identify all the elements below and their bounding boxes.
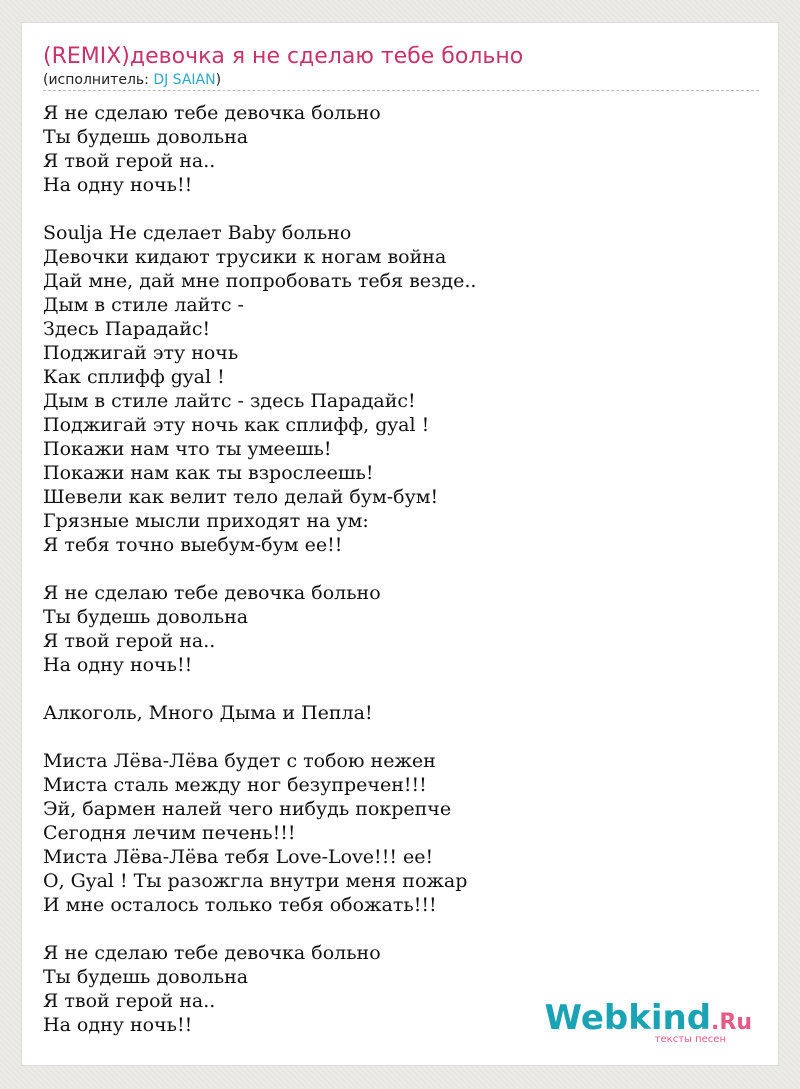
lyrics-card [21,22,779,1066]
logo-tld-text: .Ru [711,1010,752,1035]
artist-prefix: (исполнитель: [43,72,154,88]
site-logo[interactable] [544,998,752,1045]
artist-line [43,71,221,89]
logo-tagline: тексты песен [654,1034,726,1045]
logo-main-text: Webkind [544,998,712,1038]
lyrics-text: Я не сделаю тебе девочка больно Ты будешь довольна Я твой герой на.. На одну ночь!! Soulja Не сделает Baby больно Девочки кидают трусики к ногам война Дай мне, дай мне попробовать тебя везде.. Дым в стиле лайтс - Здесь Парадайс! Поджигай эту ночь Как сплифф gyal ! Дым в стиле лайтс - здесь Парадайс! Поджигай эту ночь как сплифф, gyal ! Покажи нам что ты умеешь! Покажи нам как ты взрослеешь! Шевели как велит тело делай бум-бум! Грязные мысли приходят на ум: Я тебя точно выебум-бум ее!! Я не сделаю тебе девочка больно Ты будешь довольна Я твой герой на.. На одну ночь!! Алкоголь, Много Дыма и Пепла! Миста Лёва-Лёва будет с тобою нежен Миста сталь между ног безупречен!!! Эй, бармен налей чего нибудь покрепче Сегодня лечим печень!!! Миста Лёва-Лёва тебя Love-Love!!! ее! О, Gyal ! Ты разожгла внутри меня пожар И мне осталось только тебя обожать!!! Я не сделаю тебе девочка больно Ты будешь довольна Я твой герой на.. На одну ночь!! [43,102,477,1036]
title-divider [43,90,759,91]
page-title: (REMIX)девочка я не сделаю тебе больно [43,44,524,69]
artist-link[interactable]: DJ SAIAN [153,72,216,88]
artist-suffix: ) [215,72,222,88]
